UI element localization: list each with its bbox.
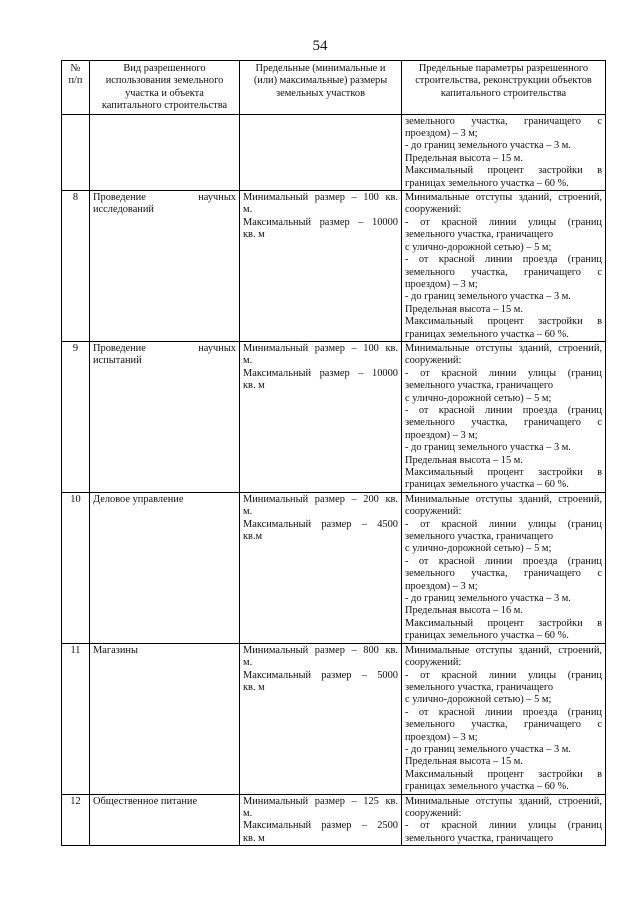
plot-size-line: Максимальный размер – 10000 (243, 367, 398, 379)
param-line: земельного участка, граничащего (405, 380, 554, 392)
param-line: - до границ земельного участка – 3 м. (405, 593, 571, 605)
row-number: 12 (62, 794, 90, 846)
param-line: границах земельного участка – 60 %. (405, 781, 569, 793)
use-type-cell (90, 191, 240, 342)
construction-params-cell (402, 492, 606, 643)
param-line: сооружений: (405, 506, 462, 518)
param-line: границах земельного участка – 60 %. (405, 177, 569, 189)
param-line: сооружений: (405, 355, 462, 367)
param-line: проездом) – 3 м; (405, 429, 478, 441)
param-line: - от красной линии улицы (границ (405, 216, 602, 228)
param-line: Предельная высота – 16 м. (405, 605, 523, 617)
param-line: Предельная высота – 15 м. (405, 454, 523, 466)
header-construction-params: Предельные параметры разрешенного строительства, реконструкции объектов капитального строительства (402, 61, 606, 115)
row-number (62, 114, 90, 190)
param-line: земельного участка, граничащего с (405, 115, 602, 127)
param-line: - от красной линии проезда (границ (405, 706, 602, 718)
param-line: Предельная высота – 15 м. (405, 756, 523, 768)
param-line: - от красной линии улицы (границ (405, 669, 602, 681)
plot-size-cell (240, 191, 402, 342)
param-line: Предельная высота – 15 м. (405, 152, 523, 164)
row-number: 8 (62, 191, 90, 342)
param-line: сооружений: (405, 204, 462, 216)
use-type-cell (90, 794, 240, 846)
plot-size-line: Максимальный размер – 5000 (243, 669, 398, 681)
row-number: 10 (62, 492, 90, 643)
construction-params-cell (402, 191, 606, 342)
plot-size-line: м. (243, 355, 253, 367)
param-line: проездом) – 3 м; (405, 731, 478, 743)
use-type-cell (90, 341, 240, 492)
use-type-cell (90, 643, 240, 794)
param-line: земельного участка, граничащего (405, 229, 554, 241)
param-line: Минимальные отступы зданий, строений, (405, 644, 602, 656)
param-line: Минимальные отступы зданий, строений, (405, 493, 602, 505)
param-line: - от красной линии проезда (границ (405, 404, 602, 416)
param-line: с улично-дорожной сетью) – 5 м; (405, 694, 552, 706)
table-row (62, 492, 606, 643)
plot-size-line: кв. м (243, 681, 265, 693)
header-use-type: Вид разрешенного использования земельного участка и объекта капитального строительства (90, 61, 240, 115)
use-type-line: Деловое управление (93, 493, 184, 505)
param-line: земельного участка, граничащего с (405, 719, 602, 731)
param-line: Максимальный процент застройки в (405, 768, 602, 780)
plot-size-cell (240, 341, 402, 492)
header-plot-sizes: Предельные (минимальные и (или) максимальные) размеры земельных участков (240, 61, 402, 115)
plot-size-cell (240, 492, 402, 643)
plot-size-line: м. (243, 204, 253, 216)
use-type-line: Общественное питание (93, 795, 198, 807)
use-type-cell (90, 114, 240, 190)
param-line: с улично-дорожной сетью) – 5 м; (405, 241, 552, 253)
plot-size-line: кв.м (243, 531, 263, 543)
plot-size-line: кв. м (243, 380, 265, 392)
use-type-line: Проведение научных (93, 192, 236, 204)
plot-size-cell (240, 643, 402, 794)
param-line: Минимальные отступы зданий, строений, (405, 192, 602, 204)
param-line: - от красной линии улицы (границ (405, 518, 602, 530)
param-line: земельного участка, граничащего с (405, 266, 602, 278)
plot-size-line: Минимальный размер – 800 кв. (243, 644, 398, 656)
param-line: проездом) – 3 м; (405, 278, 478, 290)
plot-size-line: Минимальный размер – 125 кв. (243, 795, 398, 807)
param-line: - до границ земельного участка – 3 м. (405, 442, 571, 454)
use-type-cell (90, 492, 240, 643)
construction-params-cell (402, 114, 606, 190)
param-line: - от красной линии улицы (границ (405, 820, 602, 832)
plot-size-line: м. (243, 807, 253, 819)
use-type-line: исследований (93, 204, 154, 216)
plot-size-line: кв. м (243, 229, 265, 241)
plot-size-line: Минимальный размер – 100 кв. (243, 342, 398, 354)
param-line: Максимальный процент застройки в (405, 316, 602, 328)
table-row (62, 341, 606, 492)
param-line: - от красной линии проезда (границ (405, 555, 602, 567)
use-type-line: Магазины (93, 644, 138, 656)
plot-size-line: м. (243, 506, 253, 518)
param-line: с улично-дорожной сетью) – 5 м; (405, 392, 552, 404)
plot-size-cell (240, 794, 402, 846)
param-line: земельного участка, граничащего с (405, 568, 602, 580)
table-row (62, 794, 606, 846)
param-line: Предельная высота – 15 м. (405, 303, 523, 315)
table-row (62, 114, 606, 190)
plot-size-line: кв. м (243, 832, 265, 844)
construction-params-cell (402, 341, 606, 492)
row-number: 9 (62, 341, 90, 492)
table-row (62, 191, 606, 342)
param-line: земельного участка, граничащего с (405, 417, 602, 429)
plot-size-line: Максимальный размер – 4500 (243, 518, 398, 530)
param-line: Минимальные отступы зданий, строений, (405, 795, 602, 807)
table-header-row (62, 61, 606, 115)
param-line: Минимальные отступы зданий, строений, (405, 342, 602, 354)
param-line: земельного участка, граничащего (405, 531, 554, 543)
header-number: № п/п (62, 61, 90, 115)
param-line: границах земельного участка – 60 %. (405, 479, 569, 491)
param-line: границах земельного участка – 60 %. (405, 630, 569, 642)
zoning-table (61, 60, 606, 846)
param-line: - от красной линии улицы (границ (405, 367, 602, 379)
table-body (62, 114, 606, 846)
param-line: - до границ земельного участка – 3 м. (405, 743, 571, 755)
row-number: 11 (62, 643, 90, 794)
construction-params-cell (402, 794, 606, 846)
param-line: Максимальный процент застройки в (405, 617, 602, 629)
param-line: сооружений: (405, 807, 462, 819)
param-line: Максимальный процент застройки в (405, 467, 602, 478)
param-line: с улично-дорожной сетью) – 5 м; (405, 543, 552, 555)
param-line: проездом) – 3 м; (405, 128, 478, 140)
param-line: земельного участка, граничащего (405, 681, 554, 693)
use-type-line: испытаний (93, 355, 142, 367)
param-line: - от красной линии проезда (границ (405, 254, 602, 266)
plot-size-line: Максимальный размер – 10000 (243, 216, 398, 228)
table-row (62, 643, 606, 794)
use-type-line: Проведение научных (93, 342, 236, 354)
param-line: проездом) – 3 м; (405, 580, 478, 592)
param-line: - до границ земельного участка – 3 м. (405, 291, 571, 303)
plot-size-cell (240, 114, 402, 190)
page-number: 54 (312, 38, 328, 54)
param-line: - до границ земельного участка – 3 м. (405, 140, 571, 152)
plot-size-line: м. (243, 657, 253, 669)
construction-params-cell (402, 643, 606, 794)
plot-size-line: Максимальный размер – 2500 (243, 820, 398, 832)
plot-size-line: Минимальный размер – 200 кв. (243, 493, 398, 505)
plot-size-line: Минимальный размер – 100 кв. (243, 192, 398, 204)
param-line: сооружений: (405, 657, 462, 669)
param-line: земельного участка, граничащего (405, 832, 554, 844)
param-line: Максимальный процент застройки в (405, 165, 602, 177)
param-line: границах земельного участка – 60 %. (405, 328, 569, 340)
